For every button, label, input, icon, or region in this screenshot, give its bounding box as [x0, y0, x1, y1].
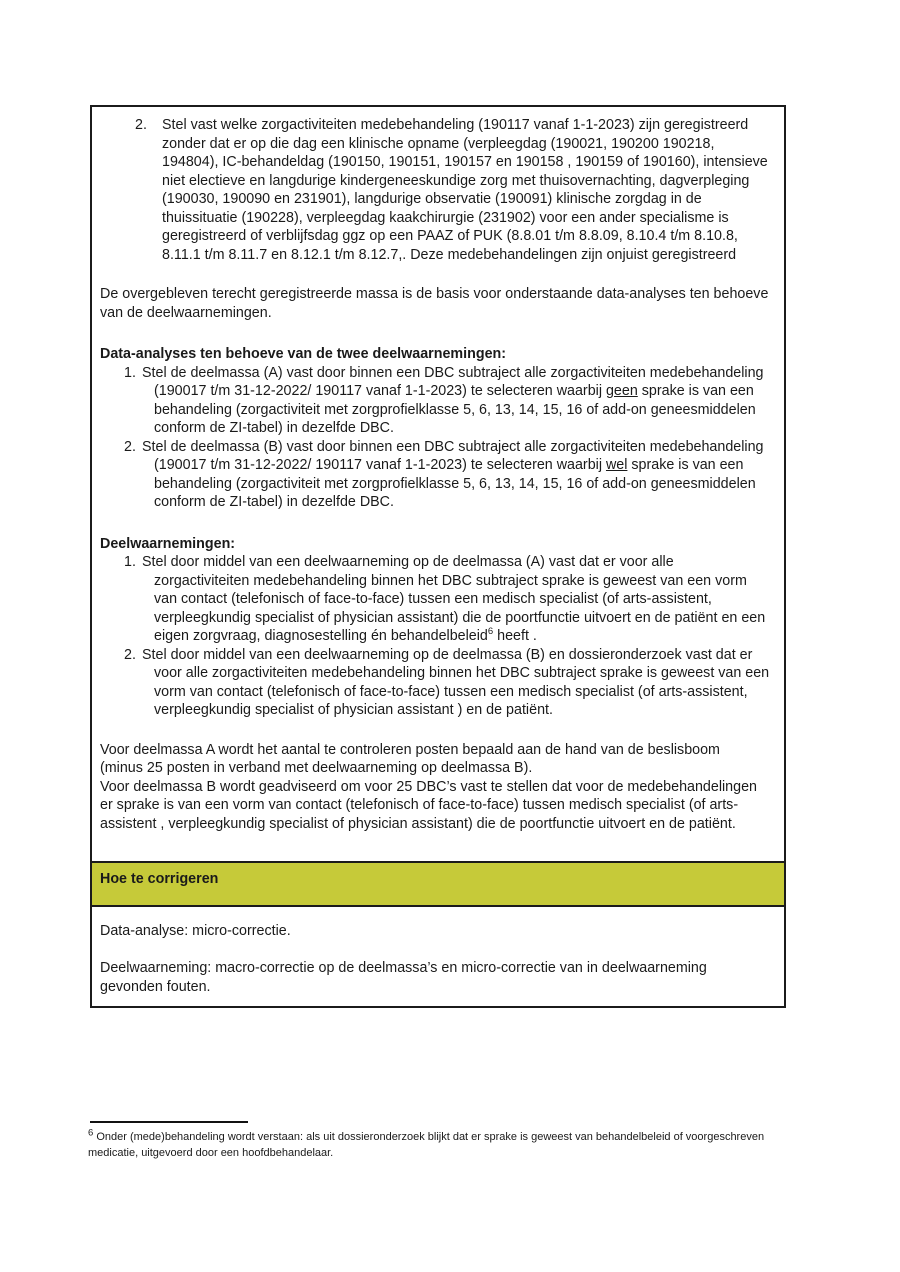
list-item-text: Stel de deelmassa (A) vast door binnen een DBC subtraject alle zorgactiviteiten medebehandeling (190017 t/m 31-12-2022/ 190117 vanaf 1-1-2023) te selecteren waarbij — [142, 364, 764, 399]
closing-paragraph — [100, 741, 770, 834]
correction-line-1: Data-analyse: micro-correctie. — [100, 923, 291, 939]
correction-body-section — [92, 907, 784, 1006]
list-number: 2. — [135, 117, 147, 133]
list-item-text: heeft . — [493, 628, 537, 644]
list-number: 1. — [124, 364, 136, 381]
list-item-text: sprake is van een behandeling (zorgactiviteit met zorgprofielklasse 5, 6, 13, 14, 15, 16 of add-on geneesmiddelen conform de ZI-tabel) in dezelfde DBC. — [154, 457, 756, 510]
data-analyses-item-1 — [100, 364, 770, 438]
deelwaarnemingen-item-2 — [100, 646, 770, 720]
list-item-text: sprake is van een behandeling (zorgactiviteit met zorgprofielklasse 5, 6, 13, 14, 15, 16 of add-on geneesmiddelen conform de ZI-tabel) in dezelfde DBC. — [154, 383, 756, 436]
footnote-separator — [90, 1121, 248, 1123]
underlined-word: wel — [605, 457, 628, 473]
footnote-number: 6 — [88, 1127, 94, 1139]
data-analyses-item-2 — [100, 438, 770, 512]
closing-line-1: Voor deelmassa A wordt het aantal te controleren posten bepaald aan de hand van de beslisboom — [100, 741, 720, 758]
footnote-text: Onder (mede)behandeling wordt verstaan: als uit dossieronderzoek blijkt dat er sprake is geweest van behandelbeleid of voorgeschreven medicatie, uitgevoerd door een hoofdbehandelaar. — [88, 1131, 765, 1159]
correction-header-row — [92, 861, 784, 907]
list-number: 1. — [124, 554, 136, 570]
correction-line-2: Deelwaarneming: macro-correctie op de deelmassa’s en micro-correctie van in deelwaarneming gevonden fouten. — [100, 960, 707, 995]
closing-line-3: Voor deelmassa B wordt geadviseerd om voor 25 DBC’s vast te stellen dat voor de medebehandelingen er sprake is van een vorm van contact (telefonisch of face-to-face) tussen medisch specialist (of arts-assistent , verpleegkundig specialist of physician assistant) die de poortfunctie uitvoert en de patiënt. — [100, 778, 757, 832]
control-table-box — [90, 105, 786, 1008]
data-analyses-heading: Data-analyses ten behoeve van de twee deelwaarnemingen: — [100, 346, 507, 362]
footnote-reference: 6 — [487, 626, 494, 638]
deelwaarnemingen-item-1 — [100, 553, 770, 646]
top-list-item-2 — [100, 116, 770, 264]
control-description-section — [92, 107, 784, 861]
list-item-text: Stel de deelmassa (B) vast door binnen een DBC subtraject alle zorgactiviteiten medebehandeling (190017 t/m 31-12-2022/ 190117 vanaf 1-1-2023) te selecteren waarbij — [142, 438, 764, 473]
closing-line-2: (minus 25 posten in verband met deelwaarneming op deelmassa B). — [100, 760, 533, 776]
footnote — [88, 1127, 784, 1161]
underlined-word: geen — [605, 383, 638, 399]
list-item-text: Stel door middel van een deelwaarneming op de deelmassa (A) vast dat er voor alle zorgactiviteiten medebehandeling binnen het DBC subtraject sprake is geweest van een vorm van contact (telefonisch of face-to-face) tussen een medisch specialist (of arts-assistent, verpleegkundig specialist of physician assistant) die de poortfunctie uitvoert en de patiënt en een eigen zorgvraag, diagnosestelling én behandelbeleid — [142, 554, 766, 644]
intro-paragraph: De overgebleven terecht geregistreerde massa is de basis voor onderstaande data-analyses ten behoeve van de deelwaarnemingen. — [100, 286, 769, 321]
list-number: 2. — [124, 646, 136, 663]
correction-header-label: Hoe te corrigeren — [100, 871, 219, 887]
list-item-text: Stel door middel van een deelwaarneming op de deelmassa (B) en dossieronderzoek vast dat er voor alle zorgactiviteiten medebehandeling binnen het DBC subtraject sprake is geweest van een vorm van contact (telefonisch of face-to-face) tussen een medisch specialist (of arts-assistent, verpleegkundig specialist of physician assistant ) en de patiënt. — [142, 646, 770, 718]
list-item-text: Stel vast welke zorgactiviteiten medebehandeling (190117 vanaf 1-1-2023) zijn geregistreerd zonder dat er op die dag een klinische opname (verpleegdag (190021, 190200 190218, 194804), IC-behandeldag (190150, 190151, 190157 en 190158 , 190159 of 190160), intensieve niet electieve en langdurige kindergeneeskundige zorg met thuisovernachting, dagverpleging (190030, 190090 en 231901), langdurige observatie (190091) klinische zorgdag in de thuissituatie (190228), verpleegdag kaakchirurgie (231902) voor een ander specialisme is geregistreerd of verblijfsdag ggz op een PAAZ of PUK (8.8.01 t/m 8.8.09, 8.10.4 t/m 8.10.8, 8.11.1 t/m 8.11.7 en 8.12.1 t/m 8.12.7,. Deze medebehandelingen zijn onjuist geregistreerd — [162, 117, 768, 263]
deelwaarnemingen-heading: Deelwaarnemingen: — [100, 535, 236, 552]
list-number: 2. — [124, 438, 136, 455]
